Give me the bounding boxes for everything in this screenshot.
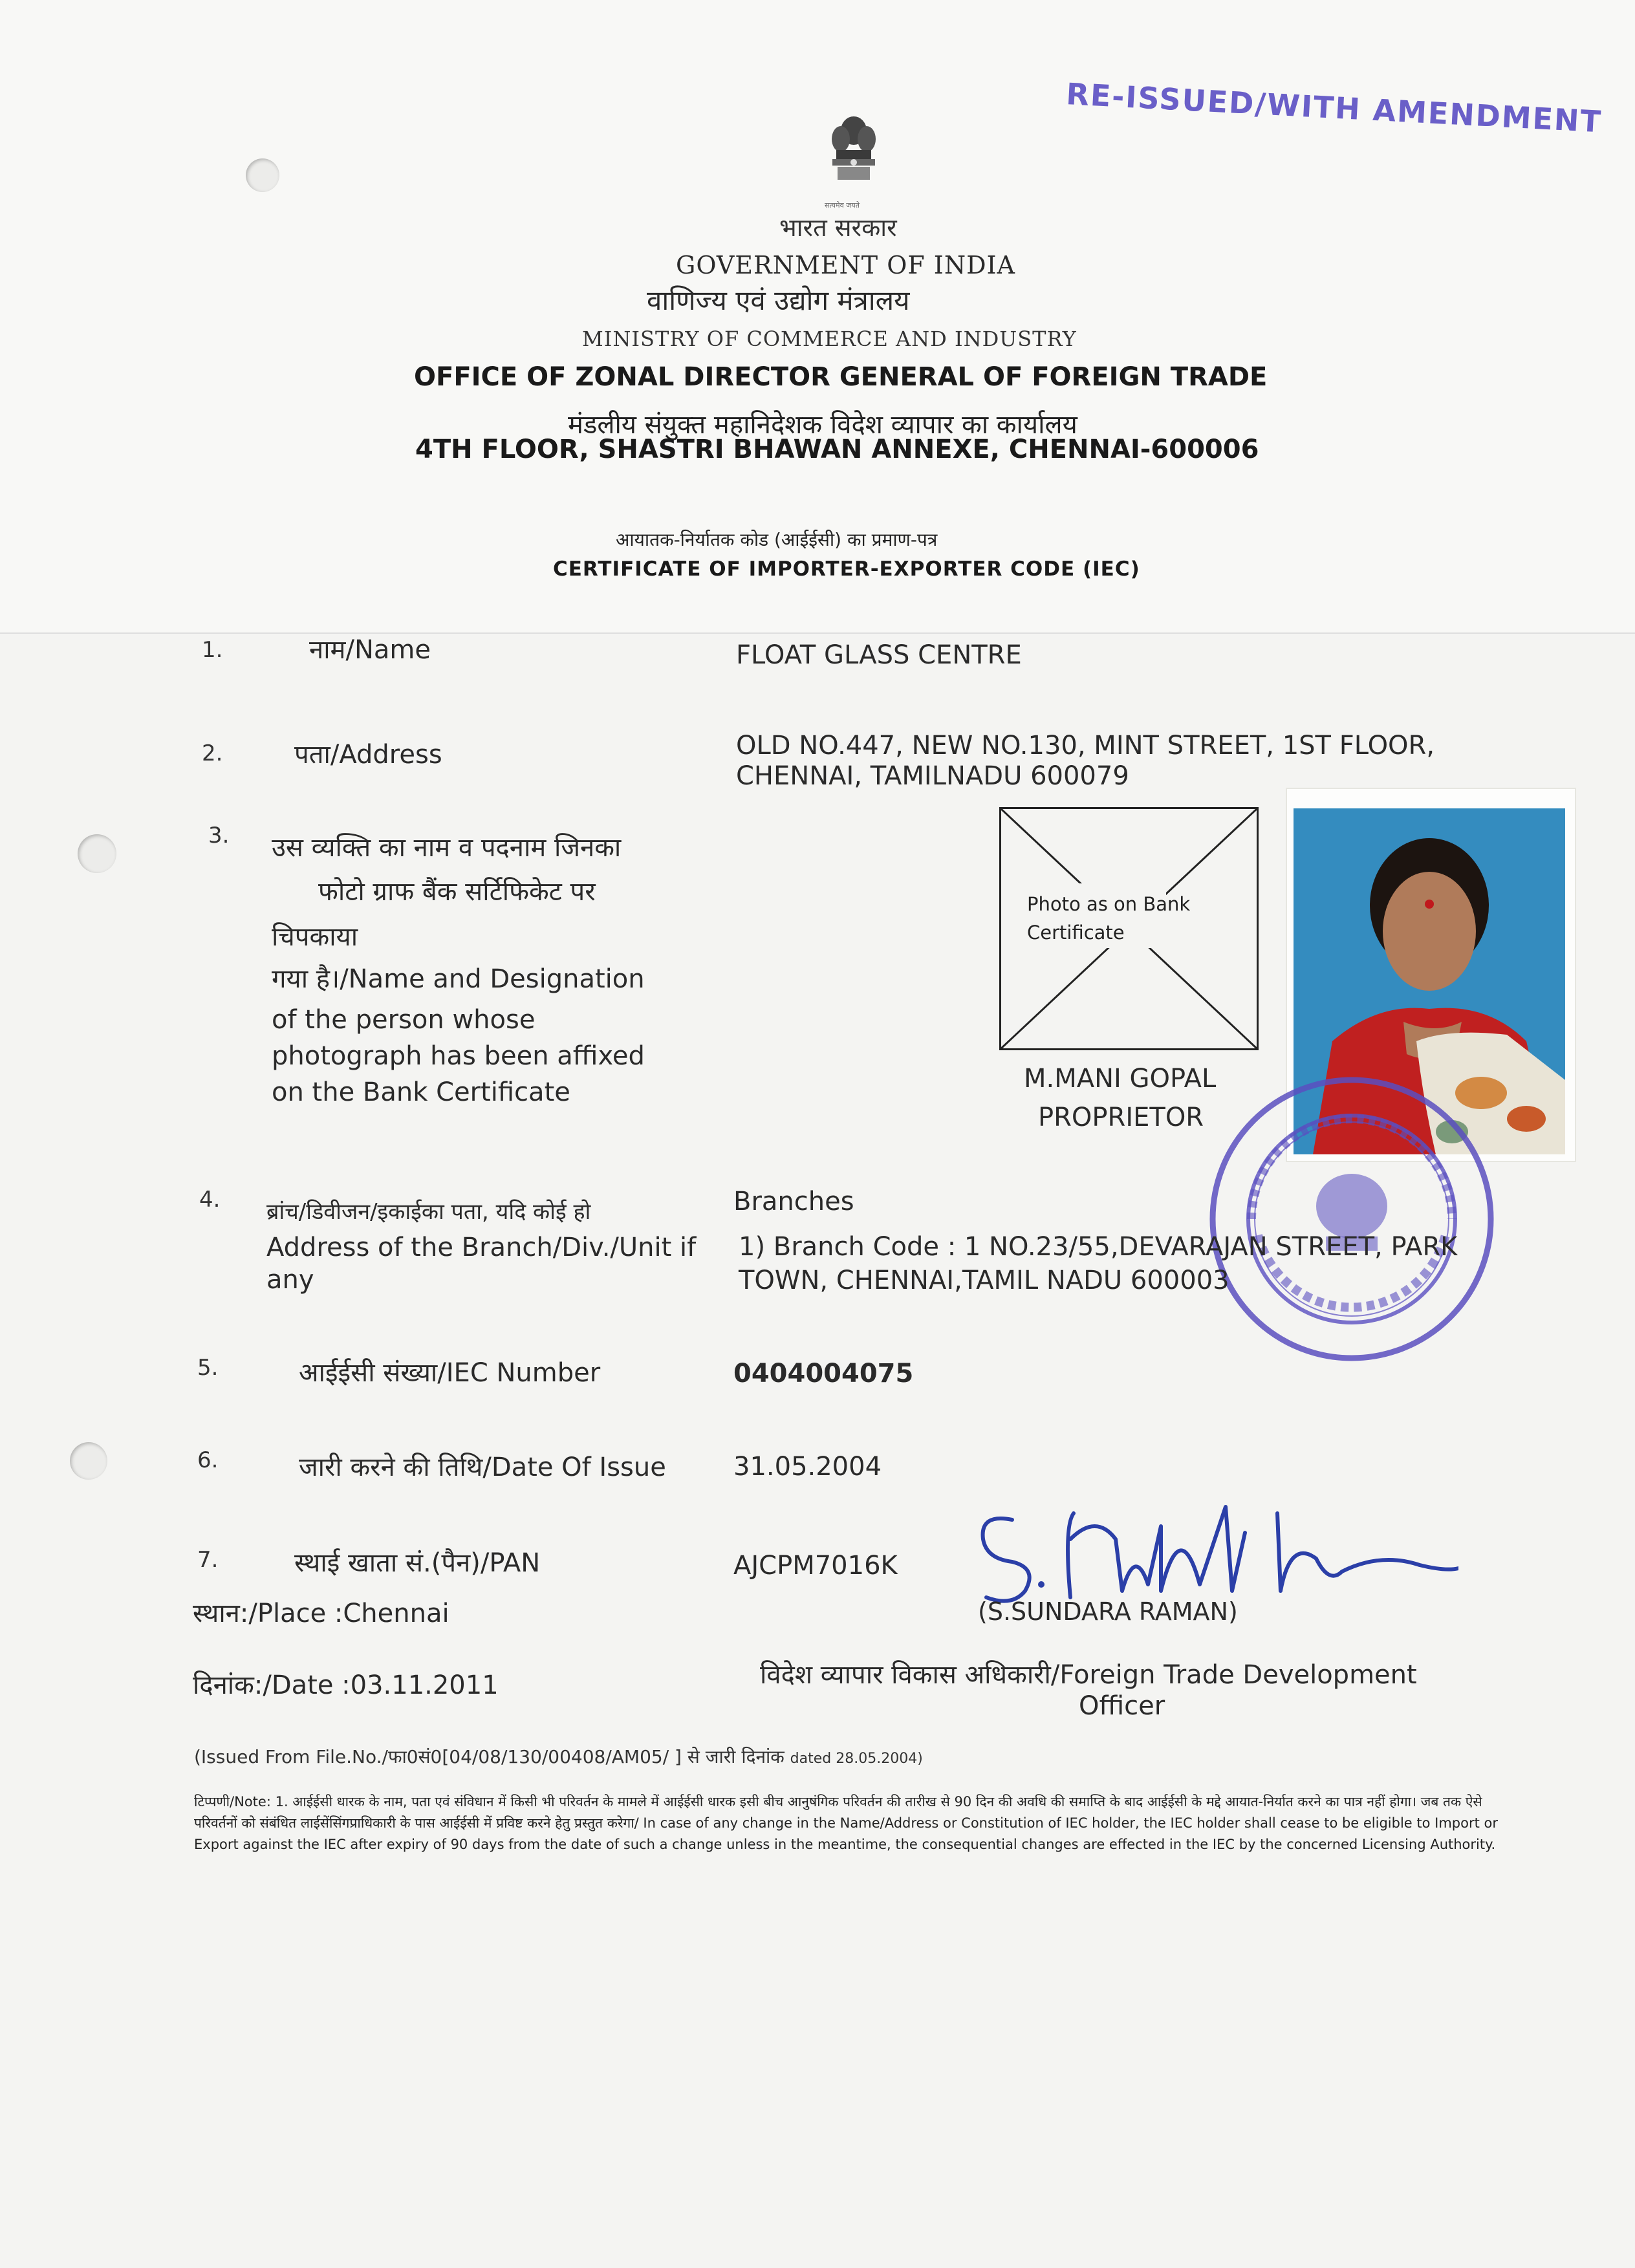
row-number: 5. (197, 1355, 219, 1381)
person-name: M.MANI GOPAL (1024, 1064, 1217, 1094)
designation-label-line5: of the person whose (272, 1005, 536, 1035)
hindi-office-title: मंडलीय संयुक्त महानिदेशक विदेश व्यापार का कार्यालय (568, 410, 1077, 440)
office-address: 4TH FLOOR, SHASTRI BHAWAN ANNEXE, CHENNAI-600006 (415, 435, 1259, 464)
hindi-government-title: भारत सरकार (779, 213, 897, 242)
designation-label-line1: उस व्यक्ति का नाम व पदनाम जिनका (272, 833, 622, 863)
hindi-ministry-title: वाणिज्य एवं उद्योग मंत्रालय (647, 285, 910, 316)
designation-label-line2: फोटो ग्राफ बैंक सर्टिफिकेट पर (318, 877, 596, 907)
punch-hole-middle (78, 834, 116, 873)
branch-value-line3: TOWN, CHENNAI,TAMIL NADU 600003 (739, 1266, 1229, 1295)
signatory-title-line2: Officer (1079, 1691, 1165, 1721)
government-title: GOVERNMENT OF INDIA (676, 251, 1015, 279)
designation-label-line7: on the Bank Certificate (272, 1077, 570, 1107)
photo-box-text-line1: Photo as on Bank (1027, 893, 1191, 915)
file-reference (194, 1744, 923, 1769)
file-reference-dated: dated 28.05.2004) (790, 1751, 923, 1767)
signatory-title-line1: विदेश व्यापार विकास अधिकारी/Foreign Trade Development (760, 1660, 1417, 1690)
branch-value-line1: Branches (733, 1187, 854, 1216)
issue-date-label: जारी करने की तिथि/Date Of Issue (299, 1453, 666, 1482)
bank-photo-placeholder (999, 807, 1259, 1050)
signatory-name: (S.SUNDARA RAMAN) (978, 1597, 1238, 1626)
national-emblem-icon (825, 110, 883, 200)
file-reference-text: (Issued From File.No./फा0सं0[04/08/130/00408/AM05/ ] से जारी दिनांक (194, 1746, 785, 1767)
row-number: 6. (197, 1447, 219, 1473)
branch-label-line3: any (266, 1265, 314, 1295)
fold-line (0, 632, 1635, 634)
designation-label-line3: चिपकाया (272, 922, 358, 952)
emblem-motto: सत्यमेव जयते (825, 201, 860, 210)
hindi-certificate-title: आयातक-निर्यातक कोड (आईईसी) का प्रमाण-पत्र (616, 529, 938, 550)
address-value-line2: CHENNAI, TAMILNADU 600079 (736, 761, 1129, 791)
address-value-line1: OLD NO.447, NEW NO.130, MINT STREET, 1ST FLOOR, (736, 731, 1435, 761)
certificate-title: CERTIFICATE OF IMPORTER-EXPORTER CODE (IEC) (553, 557, 1140, 581)
name-label: नाम/Name (309, 635, 431, 665)
place: स्थान:/Place :Chennai (193, 1599, 449, 1628)
office-title: OFFICE OF ZONAL DIRECTOR GENERAL OF FOREIGN TRADE (414, 362, 1268, 392)
photo-box-text-line2: Certificate (1027, 922, 1125, 944)
punch-hole-bottom (70, 1442, 107, 1480)
row-number: 7. (197, 1547, 219, 1573)
iec-number-label: आईईसी संख्या/IEC Number (299, 1358, 601, 1388)
issue-date-value: 31.05.2004 (733, 1452, 882, 1482)
name-value: FLOAT GLASS CENTRE (736, 640, 1022, 670)
reissued-stamp: RE-ISSUED/WITH AMENDMENT (1065, 76, 1603, 140)
pan-label: स्थाई खाता सं.(पैन)/PAN (294, 1548, 541, 1578)
branch-label-line1: ब्रांच/डिवीजन/इकाईका पता, यदि कोई हो (266, 1199, 591, 1225)
address-label: पता/Address (294, 740, 442, 770)
person-designation: PROPRIETOR (1038, 1103, 1204, 1132)
row-number: 1. (202, 637, 223, 663)
row-number: 4. (199, 1187, 221, 1213)
branch-value-line2: 1) Branch Code : 1 NO.23/55,DEVARAJAN STREET, PARK (739, 1232, 1458, 1262)
pan-value: AJCPM7016K (733, 1551, 898, 1581)
row-number: 3. (208, 823, 230, 848)
iec-number-value: 0404004075 (733, 1359, 914, 1388)
ministry-title: MINISTRY OF COMMERCE AND INDUSTRY (582, 327, 1077, 351)
row-number: 2. (202, 740, 223, 766)
designation-label-line4: गया है।/Name and Designation (272, 964, 645, 994)
punch-hole-top (246, 158, 279, 192)
date: दिनांक:/Date :03.11.2011 (193, 1670, 499, 1700)
branch-label-line2: Address of the Branch/Div./Unit if (266, 1233, 697, 1262)
official-seal-stamp (1200, 1067, 1504, 1371)
designation-label-line6: photograph has been affixed (272, 1041, 645, 1071)
footnote: टिप्पणी/Note: 1. आईईसी धारक के नाम, पता एवं संविधान में किसी भी परिवर्तन के मामले में आईईसी धारक इसी बीच आनुषंगिक परिवर्तन की तारीख से 90 दिन की अवधि की समाप्ति के बाद आईईसी के मद्दे आयात-निर्यात करने का पात्र नहीं होगा। जब तक ऐसे परिवर्तनों को संबंधित लाईसेंसिंगप्राधिकारी के पास आईईसी में प्रविष्ट करने हेतु प्रस्तुत करेगा/ In case of any change in the Name/Address or Constitution of IEC holder, the IEC holder shall cease to be eligible to Import or Export against the IEC after expiry of 90 days from the date of such a change unless in the meantime, the consequential changes are effected in the IEC by the concerned Licensing Authority. (194, 1794, 1499, 1852)
